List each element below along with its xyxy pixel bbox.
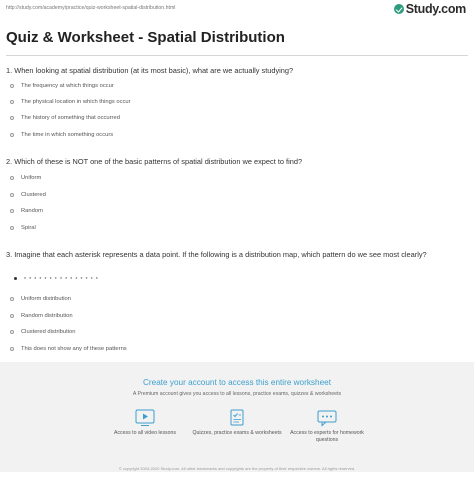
feature-label: Quizzes, practice exams & worksheets [192,430,282,436]
radio-icon[interactable] [10,330,14,334]
question-2-option-3[interactable] [10,208,43,214]
question-3-option-1[interactable] [10,296,71,302]
option-label: The physical location in which things occur [21,99,131,105]
option-label: Random distribution [21,313,73,319]
feature-quizzes [192,409,282,437]
option-label: Uniform [21,175,42,181]
question-1-text: 1. When looking at spatial distribution (at its most basic), what are we actually studying? [6,66,294,75]
question-3-option-4[interactable] [10,346,127,352]
page-title: Quiz & Worksheet - Spatial Distribution [6,29,285,46]
radio-icon[interactable] [10,133,14,137]
question-2-option-1[interactable] [10,175,41,181]
question-3-text: 3. Imagine that each asterisk represents a data point. If the following is a distribution map, which pattern do we see most clearly? [6,250,427,259]
radio-icon[interactable] [10,314,14,318]
signup-title[interactable]: Create your account to access this entire worksheet [143,378,331,387]
question-3-option-2[interactable] [10,313,73,319]
radio-icon[interactable] [10,176,14,180]
radio-icon[interactable] [10,100,14,104]
question-2-text: 2. Which of these is NOT one of the basic patterns of spatial distribution we expect to find? [6,157,303,166]
question-2-option-4[interactable] [10,225,36,231]
option-label: The time in which something occurs [21,132,114,138]
checkmark-logo-icon [394,4,404,14]
option-label: The history of something that occurred [21,115,120,121]
option-label: The frequency at which things occur [21,83,114,89]
asterisk-figure: * * * * * * * * * * * * * * * [24,277,99,283]
brand-name: Study.com [405,2,466,16]
option-label: Clustered distribution [21,329,76,335]
radio-icon[interactable] [10,226,14,230]
signup-subtitle: A Premium account gives you access to all lessons, practice exams, quizzes & worksheets [132,391,342,397]
radio-icon[interactable] [10,209,14,213]
feature-experts [282,409,372,444]
feature-label: Access to all video lessons [114,430,176,436]
question-3-option-3[interactable] [10,329,75,335]
question-2-option-2[interactable] [10,192,46,198]
video-icon [135,409,155,427]
option-label: This does not show any of these patterns [21,346,127,352]
exam-icon [227,409,247,427]
radio-icon[interactable] [10,84,14,88]
option-label: Random [21,208,43,214]
option-label: Uniform distribution [21,296,71,302]
radio-icon[interactable] [10,116,14,120]
question-1-option-4[interactable] [10,132,113,138]
feature-video-lessons [100,409,190,437]
question-1-option-1[interactable] [10,83,114,89]
copyright-footer: © copyright 2003-2020 Study.com. All other trademarks and copyrights are the property of their respective owners. All rights reserved. [118,466,356,471]
question-1-option-2[interactable] [10,99,131,105]
experts-icon [317,409,337,427]
bullet-icon [14,277,17,280]
radio-icon[interactable] [10,297,14,301]
radio-icon[interactable] [10,193,14,197]
page-url: http://study.com/academy/practice/quiz-worksheet-spatial-distribution.html [6,5,176,11]
question-1-option-3[interactable] [10,115,120,121]
feature-label: Access to experts for homework questions [290,430,364,443]
title-divider [6,55,468,56]
radio-icon[interactable] [10,347,14,351]
study-logo[interactable] [394,2,466,16]
option-label: Spiral [21,225,36,231]
option-label: Clustered [21,192,46,198]
